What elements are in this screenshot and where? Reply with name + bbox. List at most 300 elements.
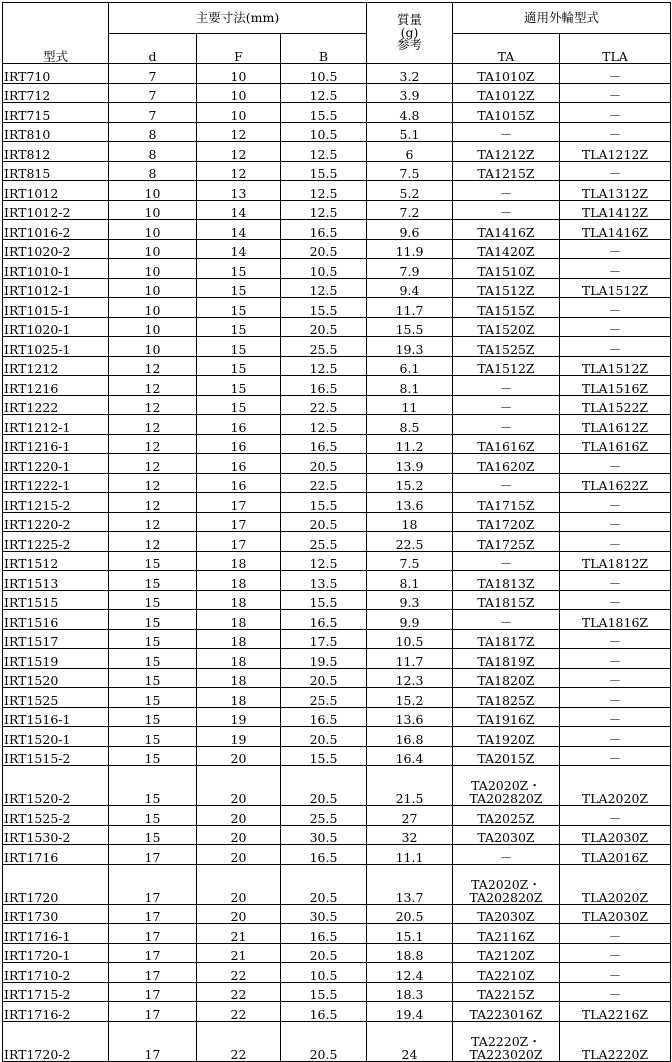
header-outer-group: 適用外輪型式 [453,3,671,34]
cell-model: IRT1220-2 [3,512,109,532]
cell-model: IRT1517 [3,629,109,649]
cell-d: 12 [109,493,197,513]
cell-tla: － [560,493,671,513]
cell-weight: 8.1 [367,376,453,396]
cell-ta: TA223016Z [453,1002,560,1022]
cell-weight: 3.2 [367,64,453,84]
cell-weight: 13.7 [367,864,453,904]
table-row [3,415,671,435]
cell-model: IRT1025-1 [3,337,109,357]
cell-F: 20 [197,845,281,865]
table-row [3,512,671,532]
cell-weight: 13.6 [367,493,453,513]
cell-F: 15 [197,376,281,396]
cell-F: 19 [197,707,281,727]
cell-tla: － [560,259,671,279]
cell-weight: 11.1 [367,845,453,865]
cell-F: 14 [197,239,281,259]
table-row [3,493,671,513]
cell-ta: TA1813Z [453,571,560,591]
cell-B: 16.5 [281,376,367,396]
cell-weight: 11.7 [367,298,453,318]
cell-ta: － [453,415,560,435]
cell-ta: TA2030Z [453,904,560,924]
cell-B: 15.5 [281,493,367,513]
cell-F: 10 [197,103,281,123]
cell-F: 20 [197,864,281,904]
cell-B: 10.5 [281,122,367,142]
table-row [3,904,671,924]
cell-F: 12 [197,142,281,162]
cell-d: 10 [109,181,197,201]
cell-tla: － [560,668,671,688]
cell-tla: － [560,64,671,84]
cell-weight: 16.8 [367,727,453,747]
cell-d: 15 [109,688,197,708]
cell-tla: － [560,454,671,474]
cell-F: 16 [197,473,281,493]
cell-B: 15.5 [281,161,367,181]
cell-ta: TA1212Z [453,142,560,162]
cell-weight: 19.4 [367,1002,453,1022]
header-weight [367,3,453,64]
cell-weight: 11 [367,395,453,415]
cell-model: IRT1012-2 [3,200,109,220]
cell-d: 15 [109,668,197,688]
cell-weight: 10.5 [367,629,453,649]
cell-model: IRT1016-2 [3,220,109,240]
cell-tla: TLA2020Z [560,766,671,806]
cell-tla: TLA1416Z [560,220,671,240]
table-row [3,551,671,571]
table-row [3,434,671,454]
table-row [3,688,671,708]
cell-tla: TLA1622Z [560,473,671,493]
cell-model: IRT1525 [3,688,109,708]
cell-B: 20.5 [281,668,367,688]
cell-model: IRT1212-1 [3,415,109,435]
cell-ta: TA1215Z [453,161,560,181]
cell-B: 12.5 [281,415,367,435]
cell-ta: TA1725Z [453,532,560,552]
cell-F: 15 [197,259,281,279]
cell-weight: 18.8 [367,943,453,963]
cell-ta: TA2015Z [453,746,560,766]
cell-B: 15.5 [281,103,367,123]
cell-B: 10.5 [281,963,367,983]
cell-d: 12 [109,434,197,454]
cell-B: 25.5 [281,806,367,826]
cell-B: 30.5 [281,904,367,924]
cell-model: IRT1216-1 [3,434,109,454]
cell-weight: 9.9 [367,610,453,630]
cell-weight: 18 [367,512,453,532]
spec-table-container [2,2,670,1062]
table-row [3,259,671,279]
cell-ta: TA1512Z [453,356,560,376]
cell-model: IRT1520 [3,668,109,688]
cell-ta: TA1920Z [453,727,560,747]
cell-B: 17.5 [281,629,367,649]
cell-model: IRT812 [3,142,109,162]
cell-weight: 13.9 [367,454,453,474]
cell-d: 12 [109,473,197,493]
cell-tla: － [560,649,671,669]
cell-F: 21 [197,943,281,963]
cell-F: 20 [197,904,281,924]
header-TA: TA [453,34,560,64]
cell-F: 19 [197,727,281,747]
cell-weight: 15.1 [367,924,453,944]
cell-F: 10 [197,64,281,84]
table-row [3,649,671,669]
cell-d: 10 [109,259,197,279]
table-row [3,337,671,357]
cell-d: 15 [109,629,197,649]
cell-d: 15 [109,746,197,766]
cell-B: 12.5 [281,551,367,571]
cell-B: 25.5 [281,532,367,552]
cell-tla: － [560,103,671,123]
cell-weight: 27 [367,806,453,826]
table-row [3,806,671,826]
cell-F: 17 [197,493,281,513]
table-row [3,298,671,318]
cell-B: 15.5 [281,298,367,318]
cell-weight: 9.4 [367,278,453,298]
cell-d: 10 [109,200,197,220]
cell-d: 10 [109,298,197,318]
cell-B: 16.5 [281,1002,367,1022]
cell-d: 15 [109,727,197,747]
cell-F: 16 [197,454,281,474]
cell-F: 22 [197,1021,281,1061]
cell-tla: － [560,806,671,826]
cell-ta: － [453,200,560,220]
cell-model: IRT1520-1 [3,727,109,747]
table-row [3,220,671,240]
cell-B: 16.5 [281,707,367,727]
cell-ta: TA1420Z [453,239,560,259]
cell-weight: 5.2 [367,181,453,201]
cell-F: 18 [197,590,281,610]
cell-tla: TLA1512Z [560,278,671,298]
cell-tla: － [560,982,671,1002]
cell-F: 14 [197,220,281,240]
cell-B: 12.5 [281,278,367,298]
cell-F: 18 [197,551,281,571]
cell-F: 10 [197,83,281,103]
cell-ta: TA1416Z [453,220,560,240]
cell-B: 15.5 [281,982,367,1002]
cell-model: IRT1010-1 [3,259,109,279]
cell-weight: 15.2 [367,473,453,493]
table-row [3,161,671,181]
cell-weight: 8.5 [367,415,453,435]
cell-d: 17 [109,845,197,865]
cell-ta: － [453,395,560,415]
table-body [3,64,671,1062]
cell-model: IRT1710-2 [3,963,109,983]
cell-weight: 6 [367,142,453,162]
cell-F: 12 [197,122,281,142]
cell-d: 15 [109,571,197,591]
table-row [3,473,671,493]
cell-weight: 32 [367,825,453,845]
cell-model: IRT1222 [3,395,109,415]
cell-weight: 9.3 [367,590,453,610]
header-d: d [109,34,197,64]
table-row [3,825,671,845]
cell-F: 12 [197,161,281,181]
cell-B: 12.5 [281,356,367,376]
cell-d: 15 [109,806,197,826]
cell-tla: TLA1212Z [560,142,671,162]
cell-ta: TA1825Z [453,688,560,708]
table-row [3,454,671,474]
table-row [3,746,671,766]
table-header [3,3,671,64]
cell-weight: 3.9 [367,83,453,103]
cell-F: 22 [197,963,281,983]
cell-tla: TLA1816Z [560,610,671,630]
cell-model: IRT1515-2 [3,746,109,766]
cell-B: 15.5 [281,590,367,610]
cell-F: 15 [197,395,281,415]
table-row [3,317,671,337]
cell-tla: TLA2216Z [560,1002,671,1022]
header-weight-line3: 参考 [396,37,422,53]
cell-model: IRT1012-1 [3,278,109,298]
table-row [3,142,671,162]
cell-ta: TA1820Z [453,668,560,688]
cell-F: 18 [197,649,281,669]
cell-weight: 11.9 [367,239,453,259]
cell-F: 17 [197,512,281,532]
cell-ta-line: TA202820Z [469,791,543,806]
table-row [3,766,671,806]
cell-tla: － [560,943,671,963]
cell-weight: 21.5 [367,766,453,806]
cell-B: 20.5 [281,317,367,337]
cell-F: 15 [197,337,281,357]
cell-F: 18 [197,688,281,708]
cell-ta: TA2025Z [453,806,560,826]
cell-B: 16.5 [281,924,367,944]
table-row [3,103,671,123]
cell-ta: TA1510Z [453,259,560,279]
cell-tla: － [560,122,671,142]
header-F: F [197,34,281,64]
cell-model: IRT715 [3,103,109,123]
cell-tla: TLA1412Z [560,200,671,220]
cell-B: 20.5 [281,1021,367,1061]
cell-weight: 18.3 [367,982,453,1002]
cell-B: 16.5 [281,434,367,454]
cell-ta-line: TA223020Z [469,1046,543,1062]
cell-F: 21 [197,924,281,944]
cell-ta: － [453,610,560,630]
cell-tla: TLA1616Z [560,434,671,454]
cell-tla: TLA1612Z [560,415,671,435]
cell-model: IRT1513 [3,571,109,591]
cell-weight: 12.3 [367,668,453,688]
cell-tla: － [560,161,671,181]
cell-model: IRT815 [3,161,109,181]
cell-B: 22.5 [281,395,367,415]
cell-B: 20.5 [281,864,367,904]
cell-weight: 7.5 [367,551,453,571]
table-row [3,610,671,630]
cell-d: 17 [109,963,197,983]
cell-model: IRT1216 [3,376,109,396]
cell-F: 16 [197,415,281,435]
cell-ta [453,1021,560,1061]
cell-ta: TA1720Z [453,512,560,532]
cell-F: 18 [197,629,281,649]
header-model: 型式 [3,3,109,64]
table-row [3,200,671,220]
cell-tla: TLA1516Z [560,376,671,396]
cell-ta: TA1819Z [453,649,560,669]
cell-F: 18 [197,668,281,688]
cell-weight: 11.2 [367,434,453,454]
table-row [3,982,671,1002]
table-row [3,707,671,727]
cell-d: 8 [109,161,197,181]
cell-model: IRT1225-2 [3,532,109,552]
cell-ta-line: TA202820Z [469,889,543,905]
table-row [3,395,671,415]
cell-F: 22 [197,982,281,1002]
cell-d: 17 [109,982,197,1002]
cell-d: 7 [109,64,197,84]
cell-d: 17 [109,1002,197,1022]
cell-ta: TA1817Z [453,629,560,649]
cell-d: 8 [109,122,197,142]
cell-F: 20 [197,746,281,766]
cell-ta: TA1512Z [453,278,560,298]
cell-model: IRT1720-2 [3,1021,109,1061]
cell-weight: 7.5 [367,161,453,181]
cell-tla: － [560,83,671,103]
cell-tla: － [560,512,671,532]
cell-weight: 22.5 [367,532,453,552]
cell-tla: － [560,317,671,337]
cell-tla: － [560,590,671,610]
cell-weight: 6.1 [367,356,453,376]
cell-model: IRT1720-1 [3,943,109,963]
cell-model: IRT1212 [3,356,109,376]
table-row [3,590,671,610]
table-row [3,278,671,298]
cell-model: IRT810 [3,122,109,142]
cell-weight: 16.4 [367,746,453,766]
bearing-spec-table [2,2,671,1062]
cell-ta: － [453,473,560,493]
cell-ta: － [453,551,560,571]
cell-model: IRT1222-1 [3,473,109,493]
cell-d: 8 [109,142,197,162]
cell-weight: 12.4 [367,963,453,983]
cell-B: 20.5 [281,239,367,259]
cell-tla: TLA2220Z [560,1021,671,1061]
cell-F: 20 [197,806,281,826]
cell-B: 12.5 [281,200,367,220]
cell-ta: － [453,122,560,142]
header-TLA: TLA [560,34,671,64]
header-dims-group: 主要寸法(mm) [109,3,367,34]
cell-d: 17 [109,904,197,924]
cell-weight: 13.6 [367,707,453,727]
cell-B: 15.5 [281,746,367,766]
table-row [3,181,671,201]
cell-F: 13 [197,181,281,201]
cell-ta: TA1815Z [453,590,560,610]
cell-F: 15 [197,317,281,337]
cell-F: 20 [197,766,281,806]
table-row [3,376,671,396]
cell-B: 16.5 [281,845,367,865]
cell-model: IRT1220-1 [3,454,109,474]
cell-d: 10 [109,220,197,240]
cell-d: 15 [109,610,197,630]
cell-B: 20.5 [281,766,367,806]
header-weight-line1: 質量 [396,12,422,28]
cell-tla: TLA1812Z [560,551,671,571]
cell-ta: TA2210Z [453,963,560,983]
cell-F: 20 [197,825,281,845]
cell-B: 25.5 [281,688,367,708]
cell-F: 15 [197,298,281,318]
cell-model: IRT712 [3,83,109,103]
cell-weight: 15.2 [367,688,453,708]
cell-d: 7 [109,103,197,123]
table-row [3,571,671,591]
cell-B: 13.5 [281,571,367,591]
cell-tla: － [560,727,671,747]
cell-d: 17 [109,864,197,904]
cell-ta-line: TA2020Z・ [471,876,541,892]
cell-tla: － [560,239,671,259]
cell-d: 7 [109,83,197,103]
table-row [3,1002,671,1022]
cell-ta: TA1715Z [453,493,560,513]
cell-B: 20.5 [281,454,367,474]
cell-tla: TLA2030Z [560,904,671,924]
cell-ta: TA1525Z [453,337,560,357]
cell-d: 17 [109,1021,197,1061]
cell-F: 22 [197,1002,281,1022]
cell-d: 17 [109,924,197,944]
table-row [3,64,671,84]
cell-model: IRT1215-2 [3,493,109,513]
cell-model: IRT1516 [3,610,109,630]
table-row [3,532,671,552]
cell-ta [453,864,560,904]
cell-tla: － [560,571,671,591]
cell-model: IRT1020-2 [3,239,109,259]
table-row [3,943,671,963]
cell-F: 18 [197,571,281,591]
cell-weight: 9.6 [367,220,453,240]
cell-B: 10.5 [281,64,367,84]
cell-tla: － [560,629,671,649]
table-row [3,845,671,865]
cell-model: IRT1716 [3,845,109,865]
table-row [3,122,671,142]
cell-ta: TA2215Z [453,982,560,1002]
